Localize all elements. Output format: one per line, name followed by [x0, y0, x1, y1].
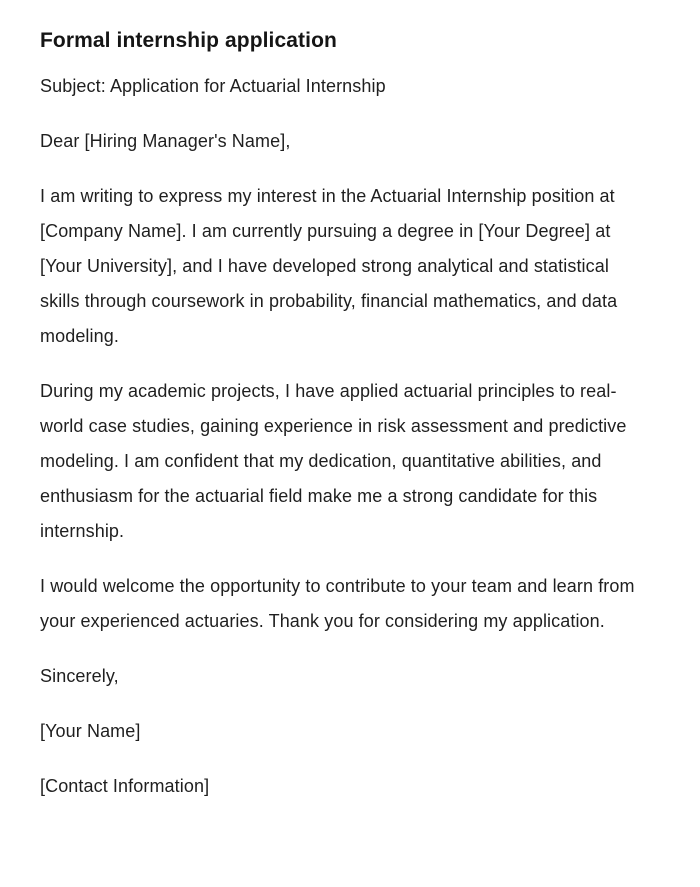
closing: Sincerely,: [40, 666, 119, 686]
body-paragraph-2: During my academic projects, I have applied actuarial principles to real-world case studies, gaining experience in risk assessment and predictive modeling. I am confident that my dedication, quantitative abilities, and enthusiasm for the actuarial field make me a strong candidate for this internship.: [40, 381, 627, 541]
subject-line: Subject: Application for Actuarial Internship: [40, 76, 386, 96]
salutation: Dear [Hiring Manager's Name],: [40, 131, 291, 151]
signature-name: [Your Name]: [40, 721, 141, 741]
document-title: Formal internship application: [40, 29, 337, 52]
body-paragraph-3: I would welcome the opportunity to contribute to your team and learn from your experienced actuaries. Thank you for considering my application.: [40, 576, 635, 631]
body-paragraph-1: I am writing to express my interest in the Actuarial Internship position at [Company Name]. I am currently pursuing a degree in [Your Degree] at [Your University], and I have developed strong analytical and statistical skills through coursework in probability, financial mathematics, and data modeling.: [40, 186, 618, 346]
signature-contact: [Contact Information]: [40, 776, 210, 796]
